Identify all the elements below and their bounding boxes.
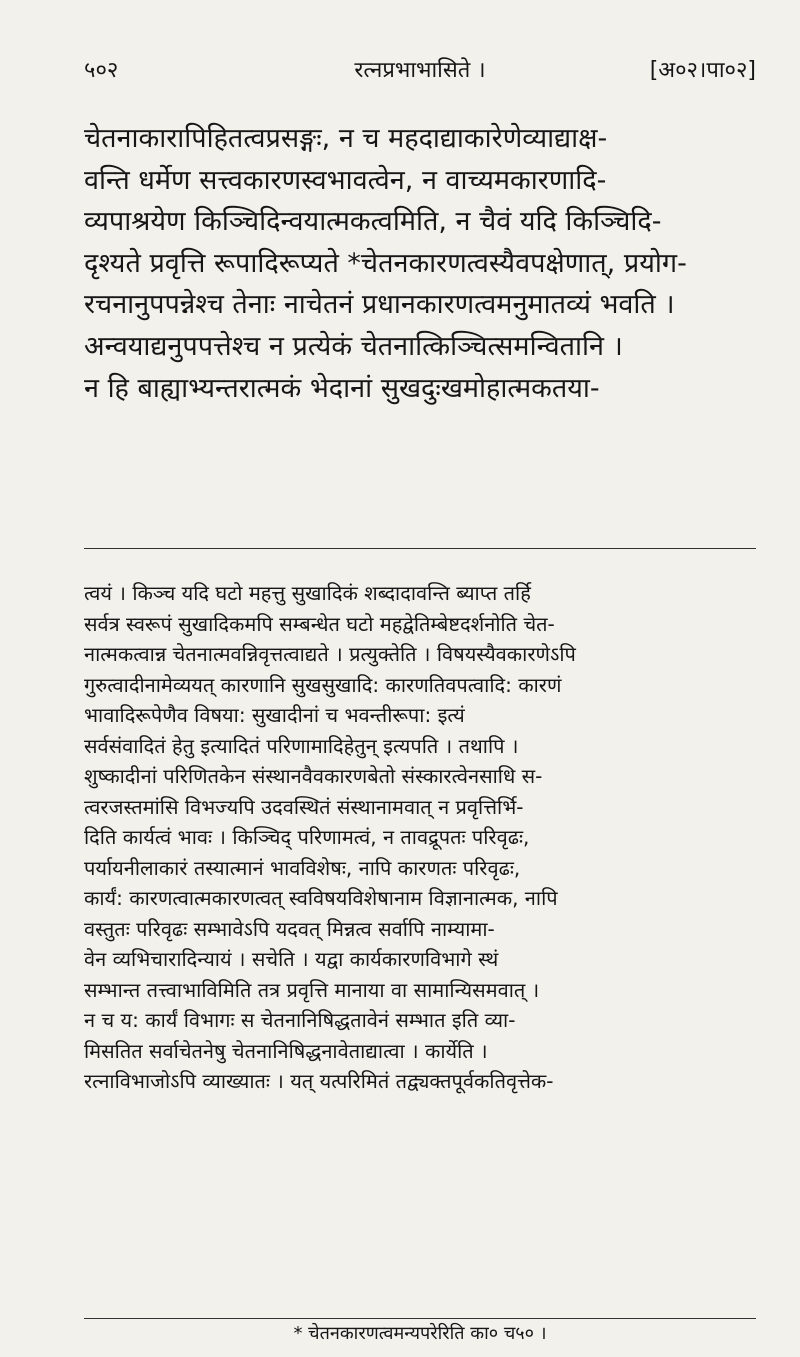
commentary-line: मिसतित सर्वाचेतनेषु चेतनानिषिद्धनावेताद्यात्वा । कार्येति । bbox=[84, 1038, 488, 1063]
commentary-line: सम्भान्त तत्त्वाभाविमिति तत्र प्रवृत्ति मानाया वा सामान्यिसमवात् । bbox=[84, 977, 540, 1002]
main-text bbox=[84, 118, 756, 409]
commentary-text bbox=[84, 578, 756, 1097]
commentary-line: रत्नाविभाजोऽपि व्याख्यातः । यत् यत्परिमितं तद्व्यक्तपूर्वकतिवृत्तेक- bbox=[84, 1069, 554, 1093]
commentary-line: वस्तुतः परिवृढः सम्भावेऽपि यदवत् मिन्नत्व सर्वापि नाम्यामा- bbox=[84, 916, 495, 941]
commentary-line: सर्वत्र स्वरूपं सुखादिकमपि सम्बन्धेत घटो महद्वेतिम्बेष्टदर्शनोति चेत- bbox=[84, 611, 555, 636]
footnote-text: * चेतनकारणत्वमन्यपरेरिति का० च५० । bbox=[293, 1323, 547, 1344]
main-text-line: चेतनाकारापिहितत्वप्रसङ्गः, न च महदाद्याकारेणेव्याद्याक्ष- bbox=[84, 123, 608, 154]
main-text-line: अन्वयाद्यनुपपत्तेश्च न प्रत्येकं चेतनात्किञ्चित्समन्वितानि । bbox=[84, 330, 623, 362]
commentary-line: नात्मकत्वान्न चेतनात्मवन्निवृत्तत्वाद्यते । प्रत्युक्तेति । विषयस्यैवकारणेऽपि bbox=[84, 642, 576, 666]
main-text-line: रचनानुपपन्नेश्च तेनाः नाचेतनं प्रधानकारणत्वमनुमातव्यं भवति । bbox=[84, 289, 675, 321]
commentary-line: भावादिरूपेणैव विषया: सुखादीनां च भवन्तीरूपा: इत्यं bbox=[84, 703, 465, 727]
commentary-line: त्वरजस्तमांसि विभज्यपि उदवस्थितं संस्थानामवात् न प्रवृत्तिर्भि- bbox=[84, 794, 524, 819]
commentary-line: त्वयं । किञ्च यदि घटो महत्तु सुखादिकं शब्दादावन्ति ब्याप्त तर्हि bbox=[84, 581, 531, 605]
commentary-line: कार्यं: कारणत्वात्मकारणत्वत् स्वविषयविशेषानाम विज्ञानात्मक, नापि bbox=[84, 886, 558, 910]
section-reference: [अ०२।पा०२] bbox=[649, 58, 756, 83]
commentary-line: न च य: कार्यं विभागः स चेतनानिषिद्धतावेनं सम्भात इति व्या- bbox=[84, 1008, 516, 1032]
main-text-line: व्यपाश्रयेण किञ्चिदिन्वयात्मकत्वमिति, न चैवं यदि किञ्चिदि- bbox=[84, 206, 662, 238]
running-header bbox=[84, 42, 756, 82]
footnote bbox=[84, 1322, 756, 1346]
commentary-line: सर्वसंवादितं हेतु इत्यादितं परिणामादिहेतुन् इत्यपति । तथापि । bbox=[84, 733, 519, 758]
commentary-line: शुष्कादीनां परिणितकेन संस्थानवैवकारणबेतो संस्कारत्वेनसाधि स- bbox=[84, 764, 543, 788]
commentary-line: वेन व्यभिचारादिन्यायं । सचेति । यद्वा कार्यकारणविभागे स्थं bbox=[84, 947, 499, 971]
running-title: रत्नप्रभाभासिते । bbox=[354, 58, 486, 83]
page-number: ५०२ bbox=[84, 58, 119, 83]
main-text-line: दृश्यते प्रवृत्ति रूपादिरूप्यते *चेतनकारणत्वस्यैवपक्षेणात्, प्रयोग- bbox=[84, 247, 687, 279]
commentary-line: गुरुत्वादीनामेव्ययत् कारणानि सुखसुखादि: कारणतिवपत्वादि: कारणं bbox=[84, 672, 562, 697]
commentary-line: पर्यायनीलाकारं तस्यात्मानं भावविशेषः, नापि कारणतः परिवृढः, bbox=[84, 855, 521, 880]
commentary-line: दिति कार्यत्वं भावः । किञ्चिद् परिणामत्वं, न तावद्रूपतः परिवृढः, bbox=[84, 825, 530, 849]
main-text-line: न हि बाह्याभ्यन्तरात्मकं भेदानां सुखदुःखमोहात्मकतया- bbox=[84, 372, 600, 404]
footnote-divider bbox=[84, 1318, 756, 1319]
commentary-divider bbox=[84, 548, 756, 549]
main-text-line: वन्ति धर्मेण सत्त्वकारणस्वभावत्वेन, न वाच्यमकारणादि- bbox=[84, 164, 607, 196]
